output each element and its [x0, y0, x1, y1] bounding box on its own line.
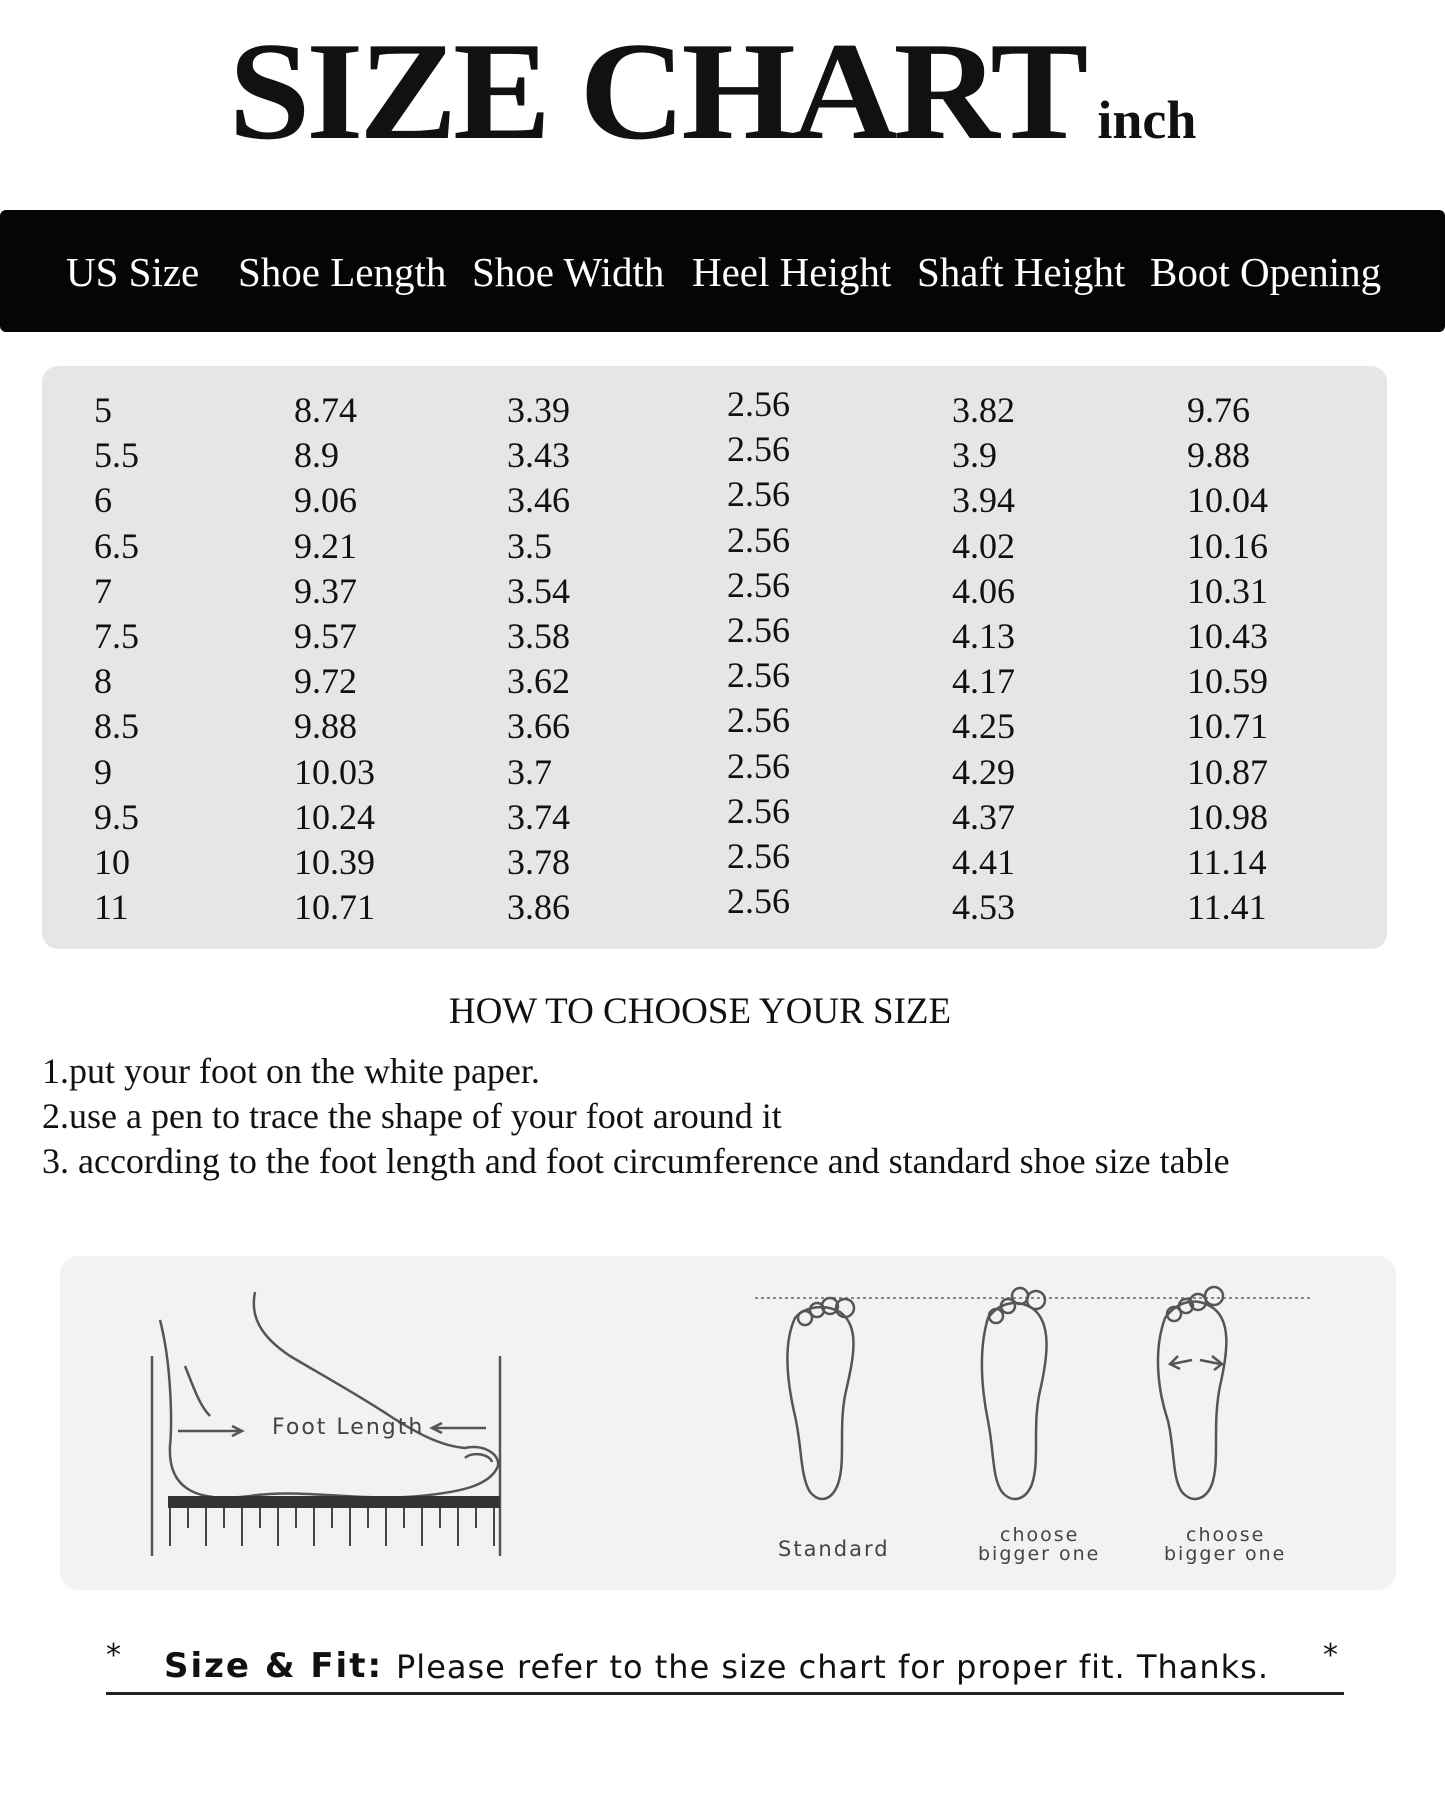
cell-boot-opening: 10.43	[1187, 616, 1268, 656]
choose-label-1: choose	[1000, 1524, 1080, 1546]
cell-shoe-length: 8.74	[294, 390, 357, 430]
page-title: SIZE CHART	[228, 14, 1084, 169]
table-header	[0, 210, 1445, 332]
table-row	[42, 610, 1387, 659]
cell-shoe-width: 3.78	[507, 842, 570, 882]
cell-shoe-length: 9.72	[294, 661, 357, 702]
cell-shoe-length: 10.39	[294, 842, 375, 882]
column-header-shoe-length: Shoe Length	[238, 249, 447, 295]
choose-label-2: choose	[1186, 1524, 1266, 1546]
cell-shoe-length: 9.21	[294, 525, 357, 566]
column-header-heel-height: Heel Height	[692, 249, 892, 295]
cell-shoe-width: 3.7	[507, 751, 552, 792]
standard-foot-icon	[787, 1298, 854, 1499]
cell-boot-opening: 9.76	[1187, 390, 1250, 430]
cell-shaft-height: 3.94	[952, 480, 1015, 521]
cell-shoe-length: 10.24	[294, 796, 375, 837]
bigger-label-2: bigger one	[1164, 1543, 1287, 1565]
bigger-label-1: bigger one	[978, 1543, 1101, 1565]
size-fit-label: Size & Fit:	[164, 1646, 384, 1686]
cell-shoe-width: 3.74	[507, 796, 570, 837]
cell-heel-height: 2.56	[727, 745, 790, 786]
cell-us-size: 6.5	[94, 525, 139, 566]
cell-heel-height: 2.56	[727, 384, 790, 424]
cell-boot-opening: 10.04	[1187, 480, 1268, 521]
cell-shoe-width: 3.46	[507, 480, 570, 521]
cell-us-size: 7.5	[94, 616, 139, 656]
cell-heel-height: 2.56	[727, 519, 790, 560]
cell-shaft-height: 4.25	[952, 706, 1015, 747]
cell-us-size: 5.5	[94, 435, 139, 476]
cell-heel-height: 2.56	[727, 474, 790, 515]
size-fit-text: Please refer to the size chart for proper fit. Thanks.	[396, 1648, 1269, 1686]
cell-shoe-length: 10.03	[294, 751, 375, 792]
column-header-shaft-height: Shaft Height	[917, 249, 1126, 295]
cell-boot-opening: 10.16	[1187, 525, 1268, 566]
table-row	[42, 519, 1387, 569]
cell-shaft-height: 3.9	[952, 435, 997, 476]
table-row	[42, 564, 1387, 614]
footer-star-left: *	[106, 1638, 121, 1673]
cell-heel-height: 2.56	[727, 836, 790, 876]
cell-shaft-height: 4.02	[952, 525, 1015, 566]
ruler-icon	[168, 1496, 500, 1546]
cell-shoe-length: 9.57	[294, 616, 357, 656]
cell-boot-opening: 10.71	[1187, 706, 1268, 747]
cell-shaft-height: 4.17	[952, 661, 1015, 702]
cell-shoe-width: 3.39	[507, 390, 570, 430]
cell-shoe-width: 3.43	[507, 435, 570, 476]
cell-boot-opening: 10.59	[1187, 661, 1268, 702]
column-header-boot-opening: Boot Opening	[1150, 249, 1382, 295]
table-row	[42, 881, 1387, 930]
table-row	[42, 474, 1387, 523]
cell-shoe-length: 9.37	[294, 570, 357, 611]
cell-boot-opening: 10.87	[1187, 751, 1268, 792]
cell-heel-height: 2.56	[727, 429, 790, 470]
size-table	[42, 366, 1387, 949]
standard-label: Standard	[778, 1537, 890, 1561]
cell-shaft-height: 4.06	[952, 570, 1015, 611]
cell-shoe-length: 9.88	[294, 706, 357, 747]
howto-step-1: 1.put your foot on the white paper.	[42, 1051, 540, 1091]
cell-heel-height: 2.56	[727, 564, 790, 605]
cell-heel-height: 2.56	[727, 790, 790, 831]
cell-boot-opening: 11.14	[1187, 842, 1267, 882]
cell-shoe-width: 3.66	[507, 706, 570, 747]
cell-us-size: 11	[94, 887, 129, 928]
cell-us-size: 10	[94, 842, 130, 882]
cell-us-size: 6	[94, 480, 112, 521]
measure-illustration	[60, 1256, 1396, 1590]
cell-shaft-height: 4.29	[952, 751, 1015, 792]
foot-length-label: Foot Length	[272, 1415, 425, 1440]
cell-shaft-height: 3.82	[952, 390, 1015, 430]
table-row	[42, 384, 1387, 433]
cell-shoe-width: 3.54	[507, 570, 570, 611]
column-header-shoe-width: Shoe Width	[472, 249, 665, 295]
table-row	[42, 655, 1387, 704]
wide-foot-icon	[1158, 1287, 1226, 1499]
chart-title-block	[0, 14, 1445, 169]
table-row	[42, 790, 1387, 840]
cell-shaft-height: 4.53	[952, 887, 1015, 928]
cell-us-size: 7	[94, 570, 112, 611]
column-header-us-size: US Size	[66, 249, 200, 295]
measure-figure	[60, 1256, 1396, 1590]
cell-heel-height: 2.56	[727, 610, 790, 650]
cell-shoe-length: 10.71	[294, 887, 375, 928]
cell-shoe-length: 8.9	[294, 435, 339, 476]
cell-shoe-width: 3.5	[507, 525, 552, 566]
long-toe-foot-icon	[982, 1288, 1047, 1499]
table-row	[42, 700, 1387, 749]
cell-us-size: 9	[94, 751, 112, 792]
cell-shaft-height: 4.41	[952, 842, 1015, 882]
cell-us-size: 8	[94, 661, 112, 702]
cell-boot-opening: 9.88	[1187, 435, 1250, 476]
size-fit-note	[106, 1638, 1344, 1695]
cell-shaft-height: 4.13	[952, 616, 1015, 656]
cell-us-size: 5	[94, 390, 112, 430]
cell-boot-opening: 11.41	[1187, 887, 1267, 928]
cell-shoe-width: 3.86	[507, 887, 570, 928]
cell-shoe-length: 9.06	[294, 480, 357, 521]
cell-shaft-height: 4.37	[952, 796, 1015, 837]
cell-us-size: 9.5	[94, 796, 139, 837]
table-row	[42, 745, 1387, 795]
howto-step-3: 3. according to the foot length and foot circumference and standard shoe size table	[42, 1141, 1230, 1181]
unit-label: inch	[1097, 90, 1197, 150]
cell-shoe-width: 3.58	[507, 616, 570, 656]
cell-boot-opening: 10.31	[1187, 570, 1268, 611]
cell-heel-height: 2.56	[727, 881, 790, 922]
table-row	[42, 429, 1387, 478]
footer-star-right: *	[1323, 1638, 1338, 1673]
table-row	[42, 836, 1387, 885]
cell-heel-height: 2.56	[727, 700, 790, 741]
cell-heel-height: 2.56	[727, 655, 790, 696]
cell-us-size: 8.5	[94, 706, 139, 747]
cell-shoe-width: 3.62	[507, 661, 570, 702]
cell-boot-opening: 10.98	[1187, 796, 1268, 837]
howto-title: HOW TO CHOOSE YOUR SIZE	[448, 991, 952, 1032]
howto-step-2: 2.use a pen to trace the shape of your foot around it	[42, 1096, 782, 1136]
